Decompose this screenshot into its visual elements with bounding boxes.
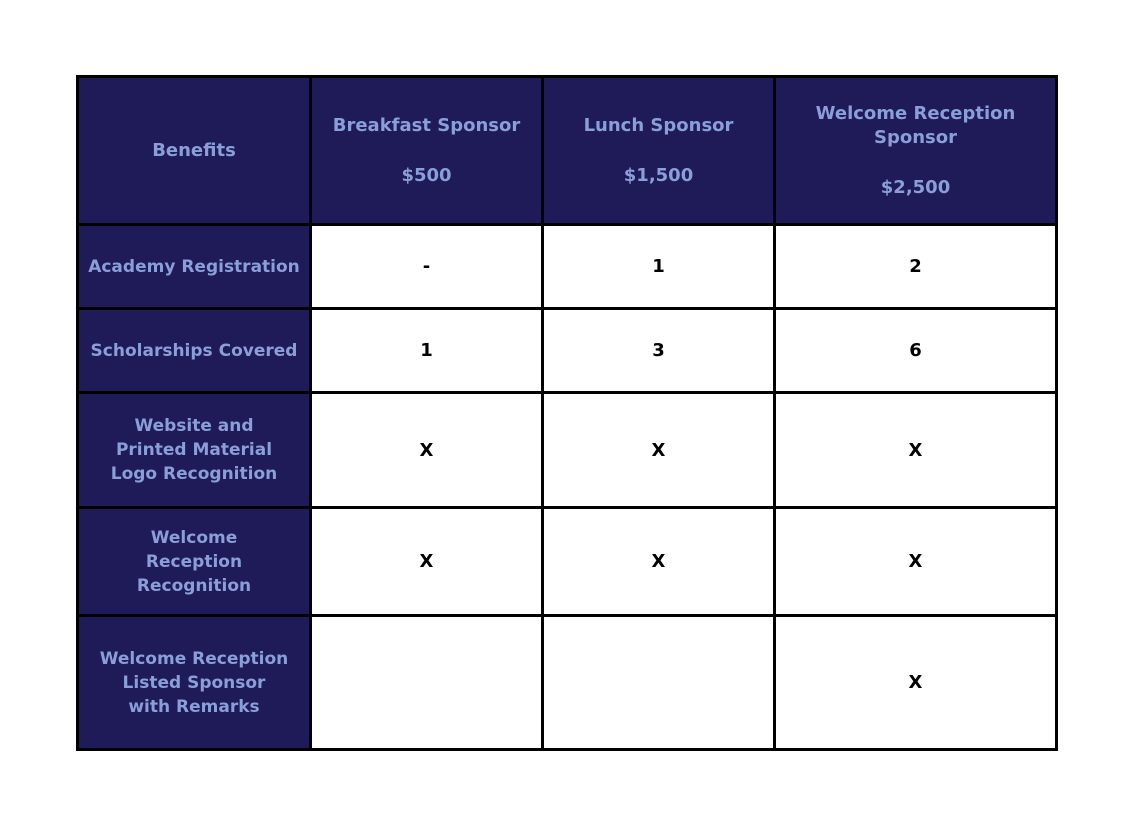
- table-row: [78, 393, 1057, 508]
- tier-name: Lunch Sponsor: [583, 114, 734, 136]
- table-cell: X: [775, 508, 1057, 616]
- tier-header-welcome-reception: [775, 77, 1057, 225]
- table-cell: [543, 616, 775, 750]
- row-label: Website and Printed Material Logo Recognition: [78, 393, 311, 508]
- tier-name: Welcome Reception Sponsor: [815, 102, 1016, 148]
- table-cell: -: [311, 225, 543, 309]
- benefits-header: Benefits: [78, 77, 311, 225]
- table-cell: 3: [543, 309, 775, 393]
- table-cell: X: [543, 393, 775, 508]
- tier-price: $500: [401, 164, 452, 186]
- table-row: [78, 225, 1057, 309]
- tier-name: Breakfast Sponsor: [332, 114, 521, 136]
- table-cell: X: [775, 616, 1057, 750]
- table-cell: X: [311, 508, 543, 616]
- tier-header-lunch: [543, 77, 775, 225]
- row-label: Welcome Reception Listed Sponsor with Remarks: [78, 616, 311, 750]
- table-row: [78, 616, 1057, 750]
- tier-price: $1,500: [623, 164, 694, 186]
- table-row: [78, 508, 1057, 616]
- table-cell: 6: [775, 309, 1057, 393]
- table-cell: 1: [543, 225, 775, 309]
- row-label: Academy Registration: [78, 225, 311, 309]
- table-cell: X: [311, 393, 543, 508]
- tier-header-breakfast: [311, 77, 543, 225]
- sponsorship-table: [76, 75, 1058, 751]
- table-cell: X: [543, 508, 775, 616]
- table-header-row: [78, 77, 1057, 225]
- table-cell: 1: [311, 309, 543, 393]
- tier-price: $2,500: [880, 176, 951, 198]
- table-cell: 2: [775, 225, 1057, 309]
- row-label: Welcome Reception Recognition: [78, 508, 311, 616]
- table-row: [78, 309, 1057, 393]
- row-label: Scholarships Covered: [78, 309, 311, 393]
- table-cell: [311, 616, 543, 750]
- table-cell: X: [775, 393, 1057, 508]
